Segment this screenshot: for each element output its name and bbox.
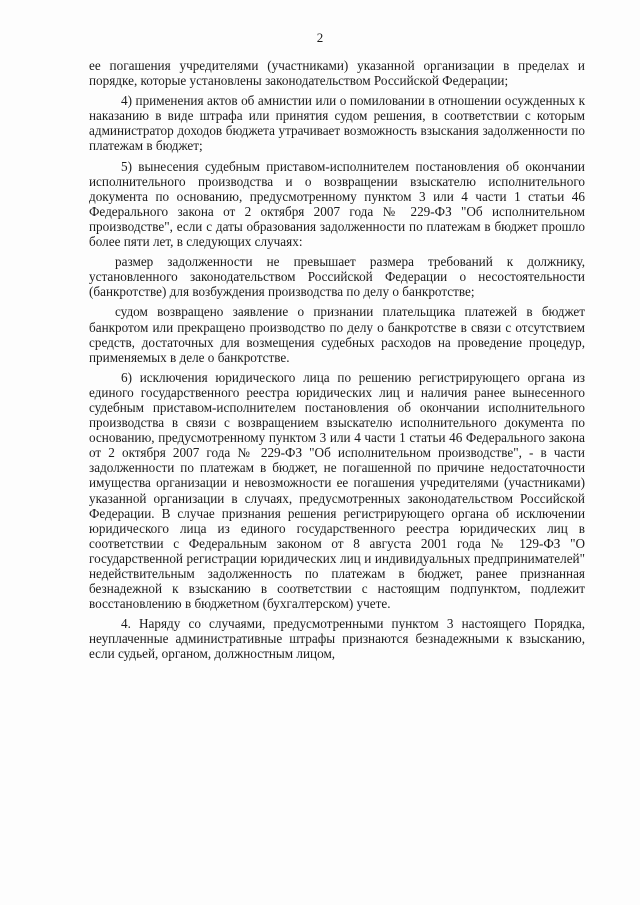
paragraph-continuation: ее погашения учредителями (участниками) указанной организации в пределах и порядке, которые установлены законодательством Российской Федерации; — [89, 58, 585, 89]
paragraph-item-6: 6) исключения юридического лица по решению регистрирующего органа из единого государственного реестра юридических лиц и наличия ранее вынесенного судебным приставом-исполнителем постановления об окончании исполнительного производства в связи с возвращением взыскателю исполнительного документа по основанию, предусмотренному пунктом 3 или 4 части 1 статьи 46 Федерального закона от 2 октября 2007 года № 229-ФЗ "Об исполнительном производстве", - в части задолженности по платежам в бюджет, не погашенной по причине недостаточности имущества организации и невозможности ее погашения учредителями (участниками) указанной организации в случаях, предусмотренных законодательством Российской Федерации. В случае признания решения регистрирующего органа об исключении юридического лица из единого государственного реестра юридических лиц в соответствии с Федеральным законом от 8 августа 2001 года № 129-ФЗ "О государственной регистрации юридических лиц и индивидуальных предпринимателей" недействительным задолженность по платежам в бюджет, ранее признанная безнадежной к взысканию в соответствии с настоящим подпунктом, подлежит восстановлению в бюджетном (бухгалтерском) учете. — [89, 369, 585, 612]
page-number: 2 — [316, 30, 324, 45]
paragraph-item-4: 4) применения актов об амнистии или о помиловании в отношении осужденных к наказанию в виде штрафа или принятия судом решения, в соответствии с которым администратор доходов бюджета утрачивает возможность взыскания задолженности по платежам в бюджет; — [89, 93, 585, 154]
paragraph-case-2: судом возвращено заявление о признании плательщика платежей в бюджет банкротом или прекращено производство по делу о банкротстве в связи с отсутствием средств, достаточных для возмещения судебных расходов на проведение процедур, применяемых в деле о банкротстве. — [89, 304, 585, 365]
paragraph-case-1: размер задолженности не превышает размера требований к должнику, установленного законодательством Российской Федерации о несостоятельности (банкротстве) для возбуждения производства по делу о банкротстве; — [89, 254, 585, 300]
paragraph-item-5: 5) вынесения судебным приставом-исполнителем постановления об окончании исполнительного производства и о возвращении взыскателю исполнительного документа по основанию, предусмотренному пунктом 3 или 4 части 1 статьи 46 Федерального закона от 2 октября 2007 года № 229-ФЗ "Об исполнительном производстве", если с даты образования задолженности по платежам в бюджет прошло более пяти лет, в следующих случаях: — [89, 158, 585, 250]
document-body — [89, 58, 585, 667]
paragraph-section-4: 4. Наряду со случаями, предусмотренными пунктом 3 настоящего Порядка, неуплаченные административные штрафы признаются безнадежными к взысканию, если судьей, органом, должностным лицом, — [89, 616, 585, 662]
